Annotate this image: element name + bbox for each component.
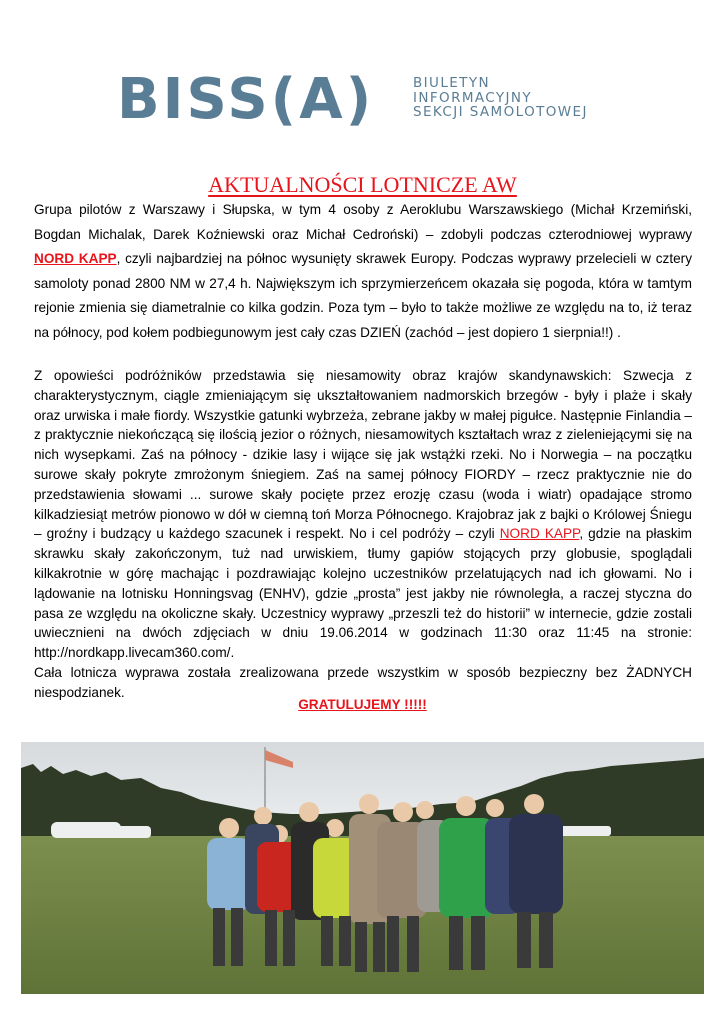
tagline-line-1: BIULETYN	[413, 75, 490, 91]
paragraph-2-closing: Cała lotnicza wyprawa została zrealizowana przede wszystkim w sposób bezpieczny bez ŻADNYCH niespodzianek.	[34, 664, 692, 700]
group-photo	[21, 742, 704, 994]
nord-kapp-link-2[interactable]: NORD KAPP	[499, 526, 580, 542]
tagline-line-2: INFORMACYJNY	[413, 89, 533, 106]
tagline-line-3: SEKCJI SAMOLOTOWEJ	[413, 104, 588, 120]
article-paragraph-2	[34, 366, 692, 703]
logo-tagline	[413, 76, 588, 120]
article-paragraph-1	[34, 198, 692, 345]
nord-kapp-link[interactable]: NORD KAPP	[34, 251, 117, 266]
paragraph-2-body	[34, 366, 692, 663]
paragraph-2-text-b: , gdzie na płaskim skrawku skały zakończonym, tuż nad urwiskiem, tłumy gapiów stojących przy globusie, spoglądali kilkakrotnie w górę machając i pozdrawiając kolejno uczestników przelatujących nad ich głowami. No i lądowanie na lotnisku Honningsvag (ENHV), gdzie „prosta” jest jakby nie równoległa, a raczej styczna do pasa ze względu na okoliczne skały. Uczestnicy wyprawy „przeszli też do historii” w internecie, gdzie zostali uwiecznieni na dwóch zdjęciach w dniu 19.06.2014 w godzinach 11:30 oraz 11:45 na stronie: http://nordkapp.livecam360.com/.	[34, 526, 692, 661]
congratulations-text: GRATULUJEMY !!!!!	[298, 697, 427, 712]
paragraph-1-text-a: Grupa pilotów z Warszawy i Słupska, w tym 4 osoby z Aeroklubu Warszawskiego (Michał Krzemiński, Bogdan Michalak, Darek Koźniewski oraz Michał Cedroński) – zdobyli podczas czterodniowej wyprawy	[34, 202, 692, 242]
masthead	[117, 67, 617, 132]
paragraph-1-text-b: , czyli najbardziej na północ wysunięty skrawek Europy. Podczas wyprawy przelecieli w cztery samoloty ponad 2800 NM w 27,4 h. Największym ich sprzymierzeńcem okazała się pogoda, która w tamtym rejonie zmienia się diametralnie co kilka godzin. Poza tym – było to także możliwe ze względu na to, iż teraz na północy, pod kołem podbiegunowym jest cały czas DZIEŃ (zachód – jest dopiero 1 sierpnia!!) .	[34, 251, 692, 340]
paragraph-2-text-a: Z opowieści podróżników przedstawia się niesamowity obraz krajów skandynawskich: Szwecja z charakterystycznym, ciągle zmieniającym się ukształtowaniem nadmorskich brzegów - były i plaże i skały oraz urwiska i małe fiordy. Wszystkie gatunki wybrzeża, zebrane jakby w małej pigułce. Następnie Finlandia – z praktycznie niekończącą się ilością jezior o różnych, niesamowitych kształtach wraz z zieleniejącymi się na nich wysepkami. Zaś na północy - dzikie lasy i wijące się jak wstążki rzeki. No i Norwegia – na początku surowe skały pokryte zmrożonym śniegiem. Zaś na samej północy FIORDY – rzecz praktycznie nie do przedstawienia słowami ... surowe skały pocięte przez erozję czasu (woda i wiatr) opadające stromo kilkadziesiąt metrów pionowo w dół w ciemną toń Morza Północnego. Krajobraz jak z bajki o Królowej Śniegu – groźny i budzący u każdego szacunek i respekt. No i cel podróży – czyli	[34, 368, 692, 542]
biss-logo: BISS(A)	[117, 67, 375, 132]
article-title: AKTUALNOŚCI LOTNICZE AW	[208, 172, 517, 197]
